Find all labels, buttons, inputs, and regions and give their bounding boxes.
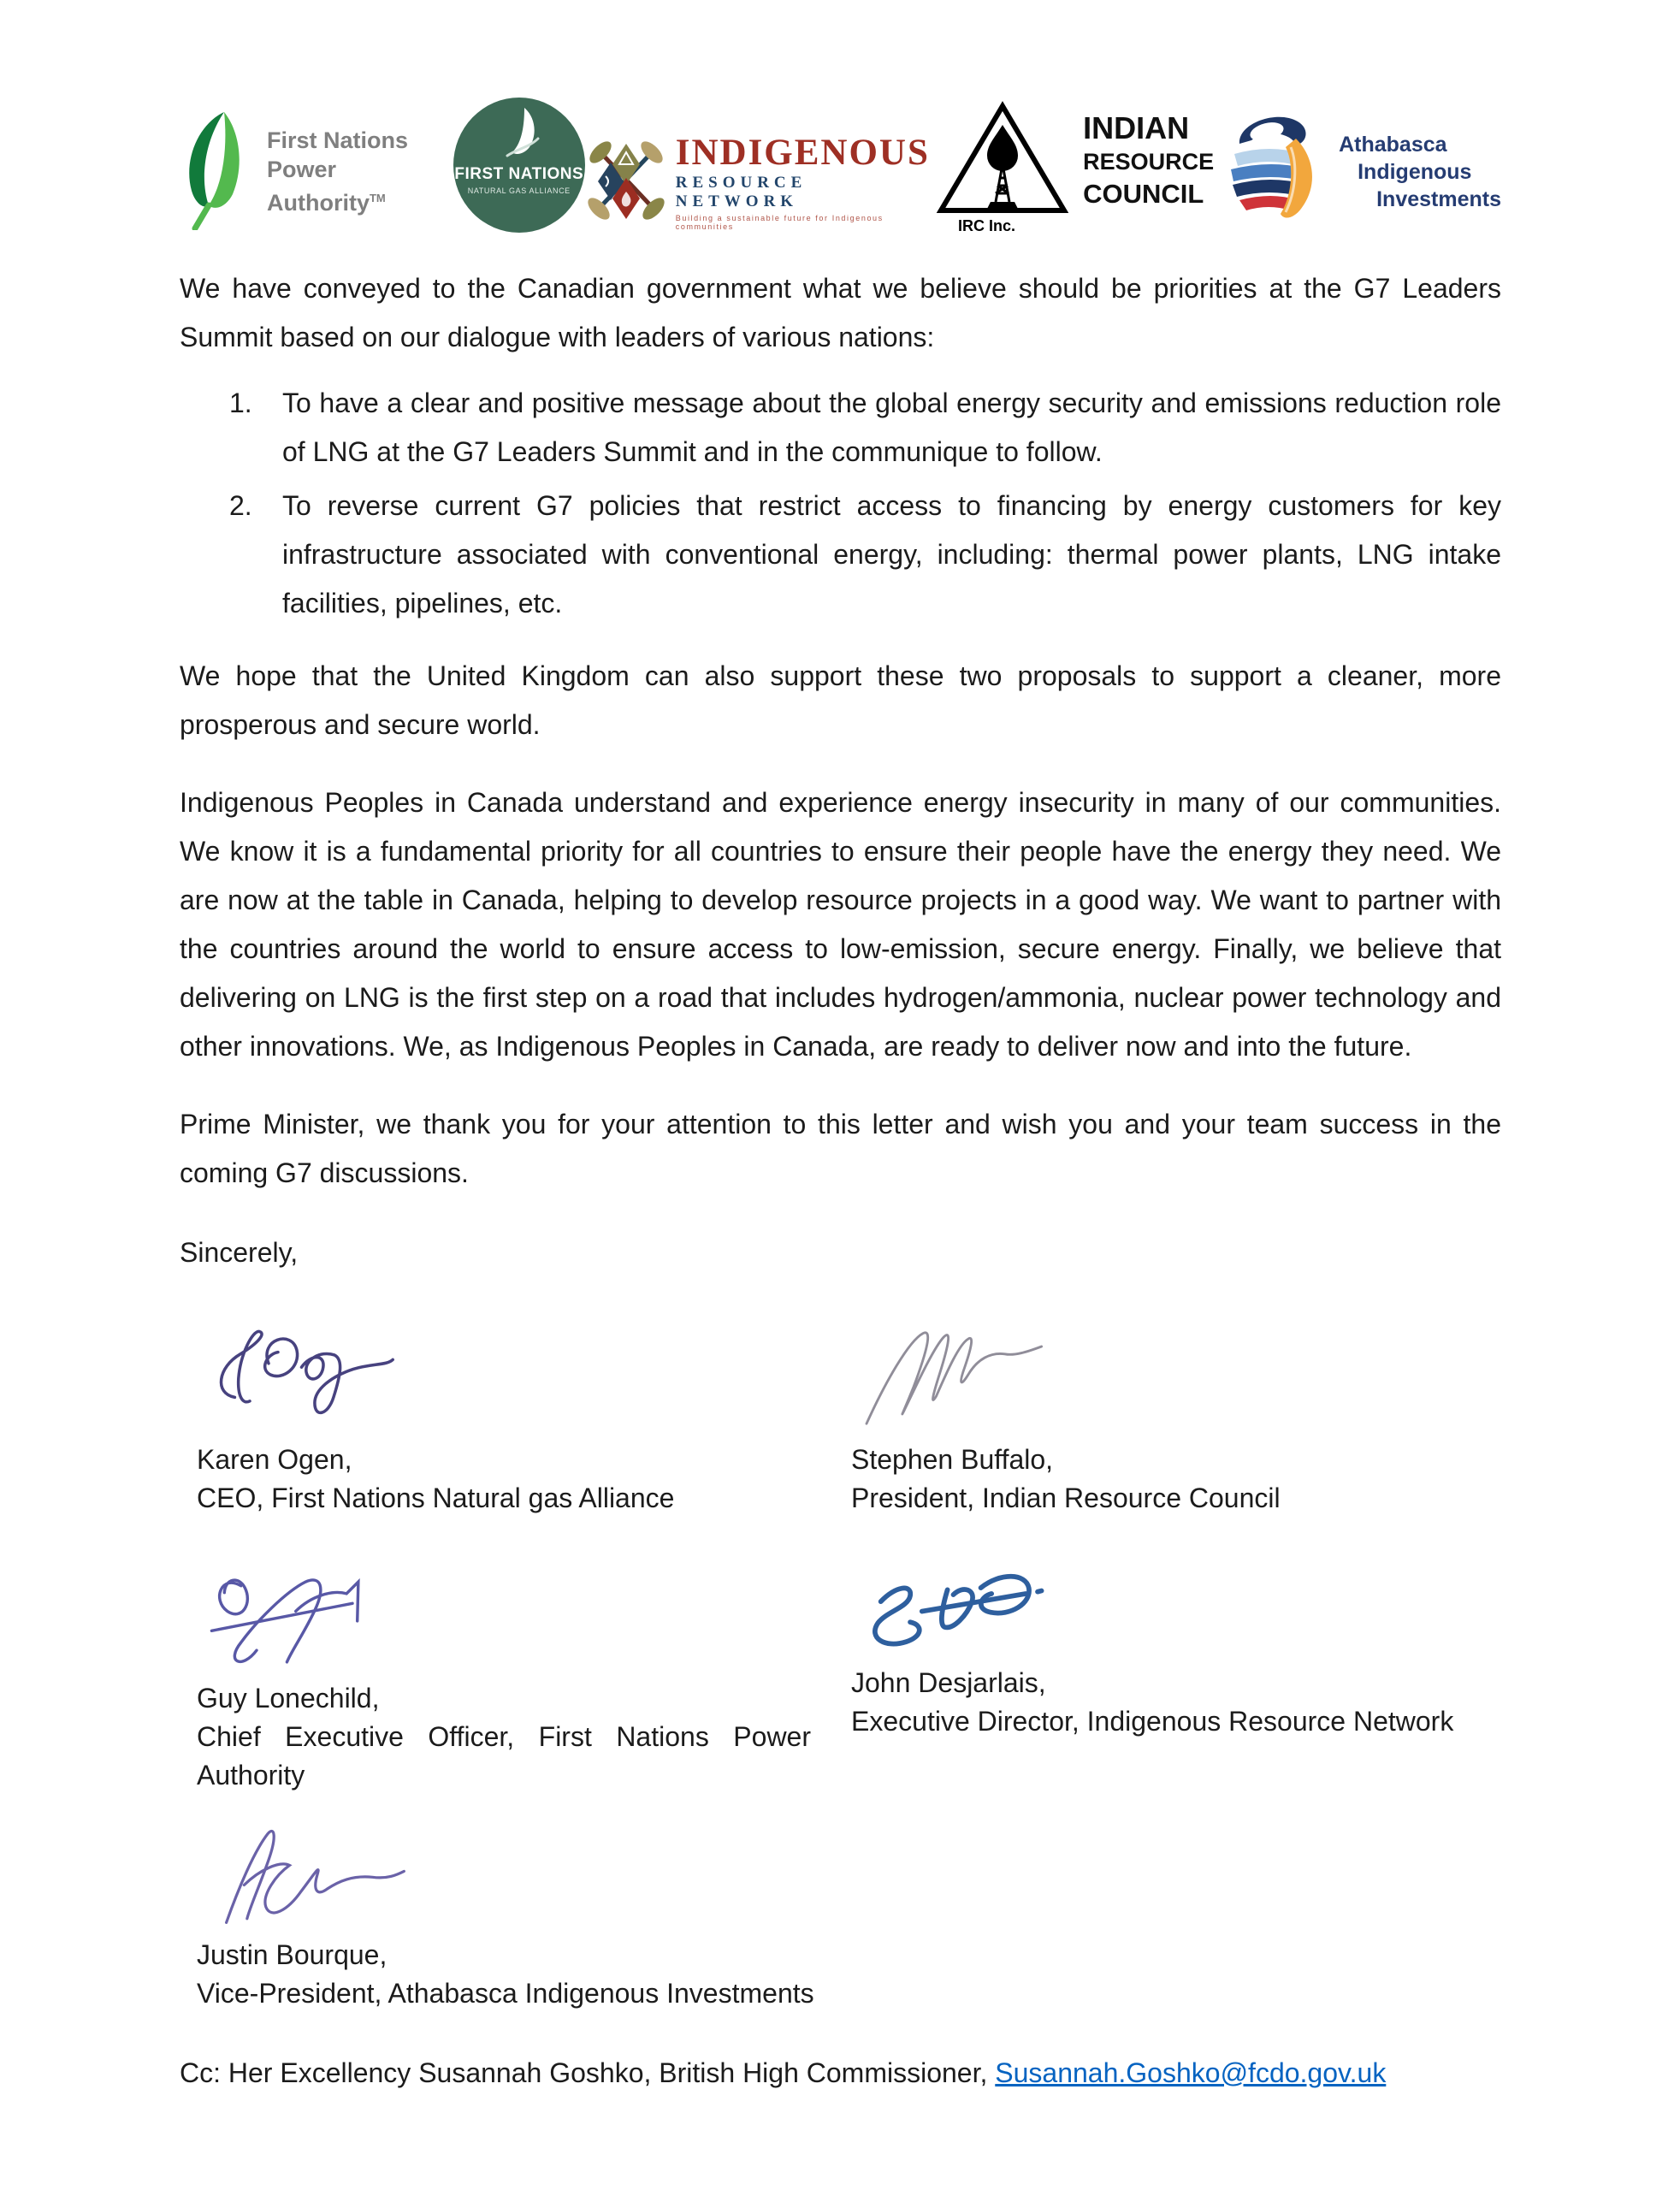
list-item-2: 2. To reverse current G7 policies that restrict access to financing by energy customers for key infrastructure associated with conventional energy, including: thermal power plants, LNG intake facilities, pipelines, etc. — [180, 482, 1501, 628]
fnpa-wordmark: First Nations Power Authority™ — [267, 127, 409, 216]
signature-block-karen-ogen — [180, 1318, 834, 1518]
paragraph-energy-security: Indigenous Peoples in Canada understand and experience energy insecurity in many of our communities. We know it is a fundamental priority for all countries to ensure their people have the energy they need. We are now at the table in Canada, helping to develop resource projects in a good way. We want to partner with the countries around the world to ensure access to low-emission, secure energy. Finally, we believe that delivering on LNG is the first step on a road that includes hydrogen/ammonia, nuclear power technology and other innovations. We, as Indigenous Peoples in Canada, are ready to deliver now and into the future. — [180, 787, 1501, 1062]
first-nations-natural-gas-alliance-logo — [453, 98, 585, 233]
signer-title: Executive Director, Indigenous Resource Network — [851, 1706, 1454, 1737]
priority-list — [180, 379, 1501, 628]
signature-block-stephen-buffalo — [834, 1318, 1501, 1518]
irn-wordmark: INDIGENOUS RESOURCE NETWORK Building a sustainable future for Indigenous communities — [676, 136, 936, 231]
signature-block-justin-bourque — [180, 1824, 834, 2013]
karen-ogen-signature — [197, 1318, 834, 1435]
indian-resource-council-logo — [936, 101, 1214, 242]
signer-name: Stephen Buffalo, — [851, 1444, 1054, 1475]
feather-icon — [495, 98, 543, 163]
signer-name: Guy Lonechild, — [197, 1683, 380, 1714]
irn-tagline: Building a sustainable future for Indigenous communities — [675, 214, 884, 231]
paragraph-thanks: Prime Minister, we thank you for your attention to this letter and wish you and your team success in the coming G7 discussions. — [180, 1109, 1501, 1188]
fnnga-title: FIRST NATIONS — [454, 164, 584, 183]
aii-wordmark: Athabasca Indigenous Investments — [1339, 132, 1501, 211]
john-desjarlais-signature — [851, 1560, 1501, 1659]
signer-name: John Desjarlais, — [851, 1667, 1046, 1698]
signature-block-john-desjarlais — [834, 1560, 1501, 1795]
first-nations-power-authority-logo — [180, 109, 453, 234]
crossed-paddles-icon — [585, 139, 667, 228]
indigenous-resource-network-logo — [585, 133, 936, 231]
stephen-buffalo-signature — [851, 1318, 1501, 1435]
athabasca-indigenous-investments-logo — [1214, 110, 1501, 234]
signer-name: Justin Bourque, — [197, 1939, 387, 1970]
list-item-1: 1. To have a clear and positive message about the global energy security and emissions reduction role of LNG at the G7 Leaders Summit and in the communique to follow. — [180, 379, 1501, 476]
signature-row-1 — [180, 1318, 1501, 1518]
signature-row-2 — [180, 1560, 1501, 1795]
guy-lonechild-signature — [197, 1560, 834, 1674]
justin-bourque-signature — [197, 1824, 834, 1931]
svg-text:IRC Inc.: IRC Inc. — [958, 217, 1016, 234]
paragraph-uk-support: We hope that the United Kingdom can also support these two proposals to support a cleaner, more prosperous and secure world. — [180, 660, 1501, 740]
fnnga-subtitle: NATURAL GAS ALLIANCE — [467, 186, 571, 195]
globe-feather-icon — [1214, 110, 1334, 234]
cc-text: Cc: Her Excellency Susannah Goshko, British High Commissioner, — [180, 2057, 996, 2088]
list-item-2-number: 2. — [229, 490, 252, 521]
teepee-oil-derrick-icon — [936, 101, 1073, 242]
signer-title: Chief Executive Officer, First Nations Power Authority — [197, 1721, 811, 1790]
signer-title: President, Indian Resource Council — [851, 1483, 1281, 1513]
paragraph-intro: We have conveyed to the Canadian government what we believe should be priorities at the G7 Leaders Summit based on our dialogue with leaders of various nations: — [180, 273, 1501, 352]
cc-email-link[interactable]: Susannah.Goshko@fcdo.gov.uk — [995, 2057, 1387, 2088]
signer-title: CEO, First Nations Natural gas Alliance — [197, 1483, 675, 1513]
closing-sincerely: Sincerely, — [180, 1237, 299, 1268]
cc-line — [180, 2054, 1501, 2092]
signer-title: Vice-President, Athabasca Indigenous Investments — [197, 1978, 814, 2009]
list-item-1-number: 1. — [229, 388, 252, 418]
logo-row — [180, 92, 1501, 251]
irc-wordmark: INDIAN RESOURCE COUNCIL — [1083, 110, 1215, 209]
signature-row-3 — [180, 1824, 1501, 2013]
fnpa-leaf-lightning-icon — [180, 109, 255, 234]
signature-block-guy-lonechild — [180, 1560, 834, 1795]
signer-name: Karen Ogen, — [197, 1444, 352, 1475]
